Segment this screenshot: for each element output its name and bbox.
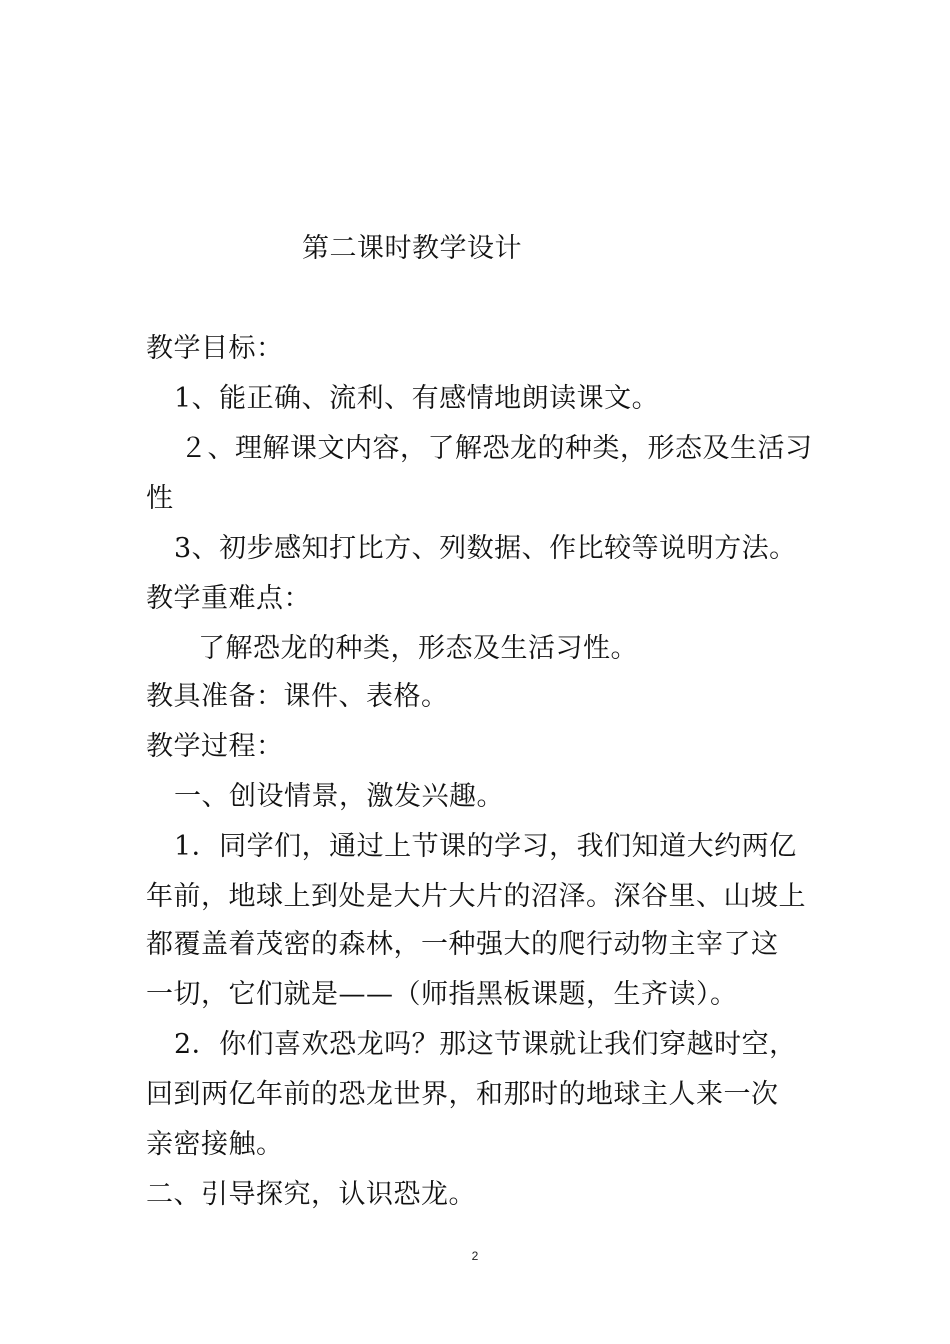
paragraph-1-line-3: 都覆盖着茂密的森林，一种强大的爬行动物主宰了这: [146, 929, 779, 960]
goal-item-2: ２、理解课文内容，了解恐龙的种类，形态及生活习: [180, 433, 813, 464]
paragraph-1-line-2: 年前，地球上到处是大片大片的沼泽。深谷里、山坡上: [146, 881, 806, 912]
section-heading-goals: 教学目标：: [146, 333, 284, 364]
key-points-text: 了解恐龙的种类，形态及生活习性。: [198, 633, 638, 664]
paragraph-2-line-3: 亲密接触。: [146, 1129, 284, 1160]
section-heading-process: 教学过程：: [146, 731, 284, 762]
goal-item-1: 1、能正确、流利、有感情地朗读课文。: [174, 383, 660, 414]
page-number: 2: [471, 1249, 479, 1263]
goal-item-3: 3、初步感知打比方、列数据、作比较等说明方法。: [174, 533, 797, 564]
paragraph-2-line-1: 2．你们喜欢恐龙吗？那这节课就让我们穿越时空，: [174, 1029, 797, 1060]
teaching-aids-line: 教具准备：课件、表格。: [146, 681, 449, 712]
paragraph-1-line-1: 1．同学们，通过上节课的学习，我们知道大约两亿: [174, 831, 797, 862]
section-heading-key-points: 教学重难点：: [146, 583, 311, 614]
paragraph-2-line-2: 回到两亿年前的恐龙世界，和那时的地球主人来一次: [146, 1079, 779, 1110]
goal-item-2-continuation: 性: [146, 483, 174, 514]
process-step-2-heading: 二、引导探究，认识恐龙。: [146, 1179, 476, 1210]
paragraph-1-line-4: 一切，它们就是——（师指黑板课题，生齐读）。: [146, 979, 738, 1010]
process-step-1-heading: 一、创设情景，激发兴趣。: [174, 781, 504, 812]
page-title: 第二课时教学设计: [302, 233, 522, 264]
